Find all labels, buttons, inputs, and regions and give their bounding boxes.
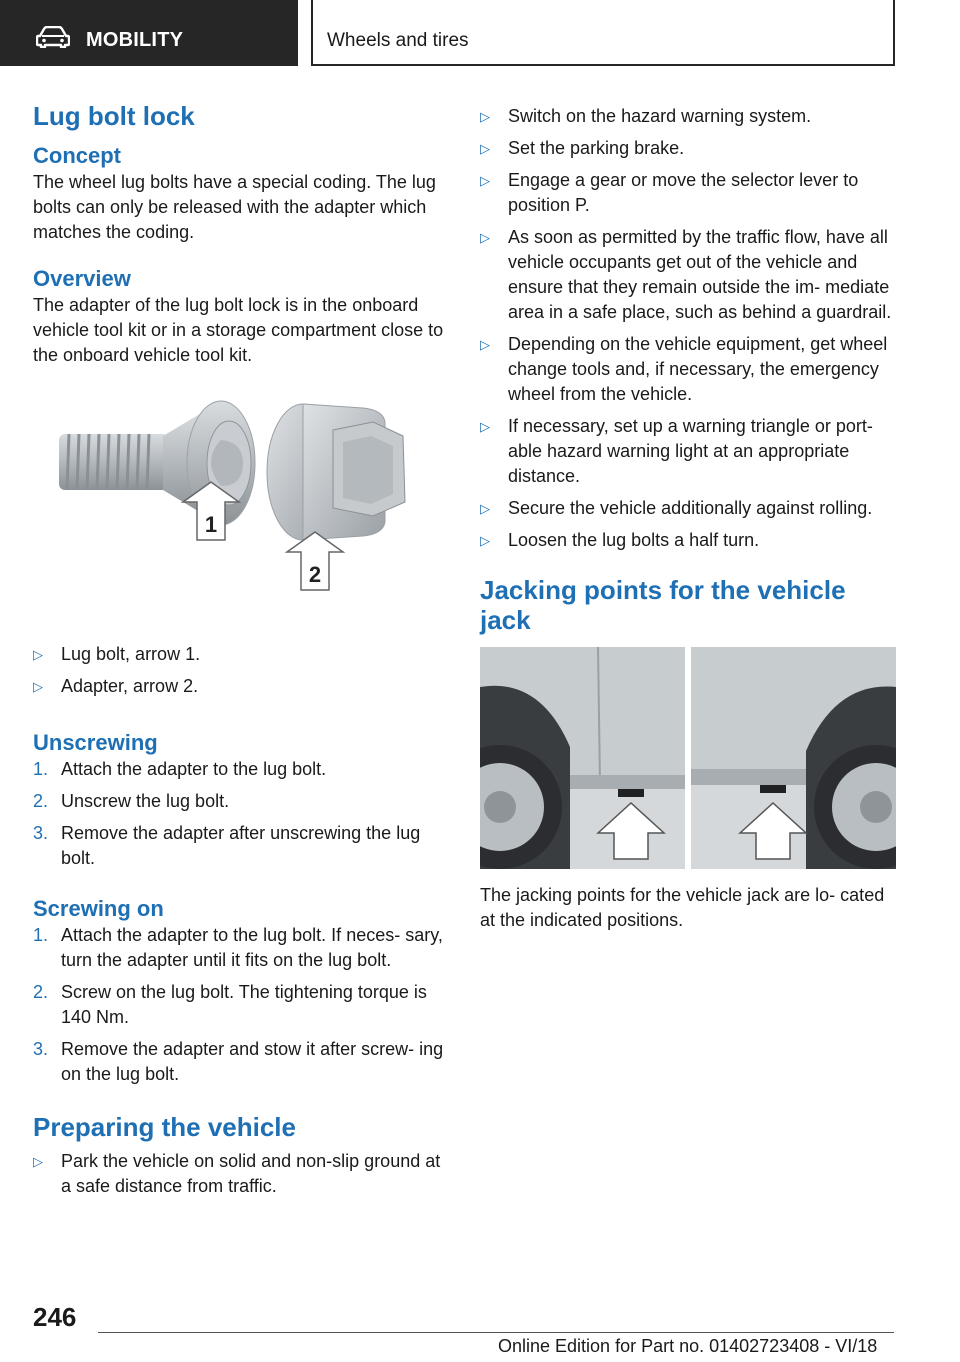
lug-bolt-figure: [33, 382, 451, 632]
jacking-points-text: The jacking points for the vehicle jack are lo‐ cated at the indicated positions.: [480, 885, 885, 930]
bullet-marker: ▷: [480, 141, 490, 156]
figure-label-1: 1: [204, 512, 218, 537]
list-item: ▷ As soon as permitted by the traffic flow, have all vehicle occupants get out of the vehicle and ensure that they remain outside the im‐ mediate area in a safe place, such as behind a guardrail.: [480, 227, 892, 322]
bullet-marker: ▷: [480, 173, 490, 188]
overview-text: The adapter of the lug bolt lock is in the onboard vehicle tool kit or in a storage compartment close to the onboard vehicle tool kit.: [33, 295, 444, 365]
list-item: 2. Unscrew the lug bolt.: [33, 791, 230, 811]
chapter-title: Wheels and tires: [327, 30, 469, 51]
bullet-marker: ▷: [480, 419, 490, 434]
edition-info: Online Edition for Part no. 01402723408 - VI/18: [498, 1336, 878, 1356]
header-chapter-box: [311, 0, 895, 66]
preparing-list-right: [480, 104, 898, 553]
concept-text: The wheel lug bolts have a special coding. The lug bolts can only be released with the adapter which matches the coding.: [33, 172, 436, 242]
list-item: 3. Remove the adapter and stow it after screw‐ ing on the lug bolt.: [33, 1039, 444, 1084]
lug-bolt-lock-title: Lug bolt lock: [33, 101, 195, 131]
jacking-points-title: Jacking points for the vehicle jack: [480, 575, 846, 635]
list-item: ▷ If necessary, set up a warning triangle or port‐ able hazard warning light at an appropriate distance.: [480, 416, 873, 486]
bullet-marker: ▷: [480, 337, 490, 352]
screwing-on-steps: [33, 923, 451, 1087]
car-icon: [36, 26, 70, 53]
preparing-vehicle-title: Preparing the vehicle: [33, 1112, 296, 1142]
list-item: 1. Attach the adapter to the lug bolt.: [33, 759, 327, 779]
header-section-tab: [0, 0, 298, 66]
list-item: ▷ Adapter, arrow 2.: [33, 674, 451, 699]
section-title: MOBILITY: [86, 29, 184, 51]
list-item: ▷ Set the parking brake.: [480, 136, 898, 161]
list-item: ▷ Park the vehicle on solid and non-slip ground at a safe distance from traffic.: [33, 1151, 441, 1196]
overview-heading: Overview: [33, 266, 131, 291]
unscrewing-steps: [33, 757, 451, 871]
unscrewing-heading: Unscrewing: [33, 730, 158, 755]
figure-label-2: 2: [308, 562, 322, 587]
footer-divider: [98, 1332, 894, 1333]
list-item: ▷ Lug bolt, arrow 1.: [33, 642, 451, 667]
bullet-marker: ▷: [33, 679, 43, 694]
bullet-marker: ▷: [33, 1154, 43, 1169]
page-number: 246: [33, 1302, 77, 1332]
list-item: ▷ Loosen the lug bolts a half turn.: [480, 528, 898, 553]
screwing-on-heading: Screwing on: [33, 896, 164, 921]
left-column: [33, 100, 451, 1206]
list-item: ▷ Depending on the vehicle equipment, get wheel change tools and, if necessary, the emergency wheel from the vehicle.: [480, 334, 888, 404]
bullet-marker: ▷: [480, 109, 490, 124]
list-item: ▷ Secure the vehicle additionally against rolling.: [480, 496, 898, 521]
list-item: ▷ Switch on the hazard warning system.: [480, 104, 898, 129]
right-column: [480, 104, 898, 933]
bullet-marker: ▷: [33, 647, 43, 662]
list-item: 2. Screw on the lug bolt. The tightening torque is 140 Nm.: [33, 982, 427, 1027]
concept-heading: Concept: [33, 143, 121, 168]
jacking-points-figure: [480, 647, 896, 869]
list-item: ▷ Engage a gear or move the selector lever to position P.: [480, 170, 859, 215]
bullet-marker: ▷: [480, 230, 490, 245]
bullet-marker: ▷: [480, 533, 490, 548]
list-item: 3. Remove the adapter after unscrewing the lug bolt.: [33, 823, 421, 868]
bullet-marker: ▷: [480, 501, 490, 516]
figure-legend-list: [33, 642, 451, 699]
preparing-list-left: [33, 1149, 451, 1199]
list-item: 1. Attach the adapter to the lug bolt. If neces‐ sary, turn the adapter until it fits on the lug bolt.: [33, 925, 443, 970]
